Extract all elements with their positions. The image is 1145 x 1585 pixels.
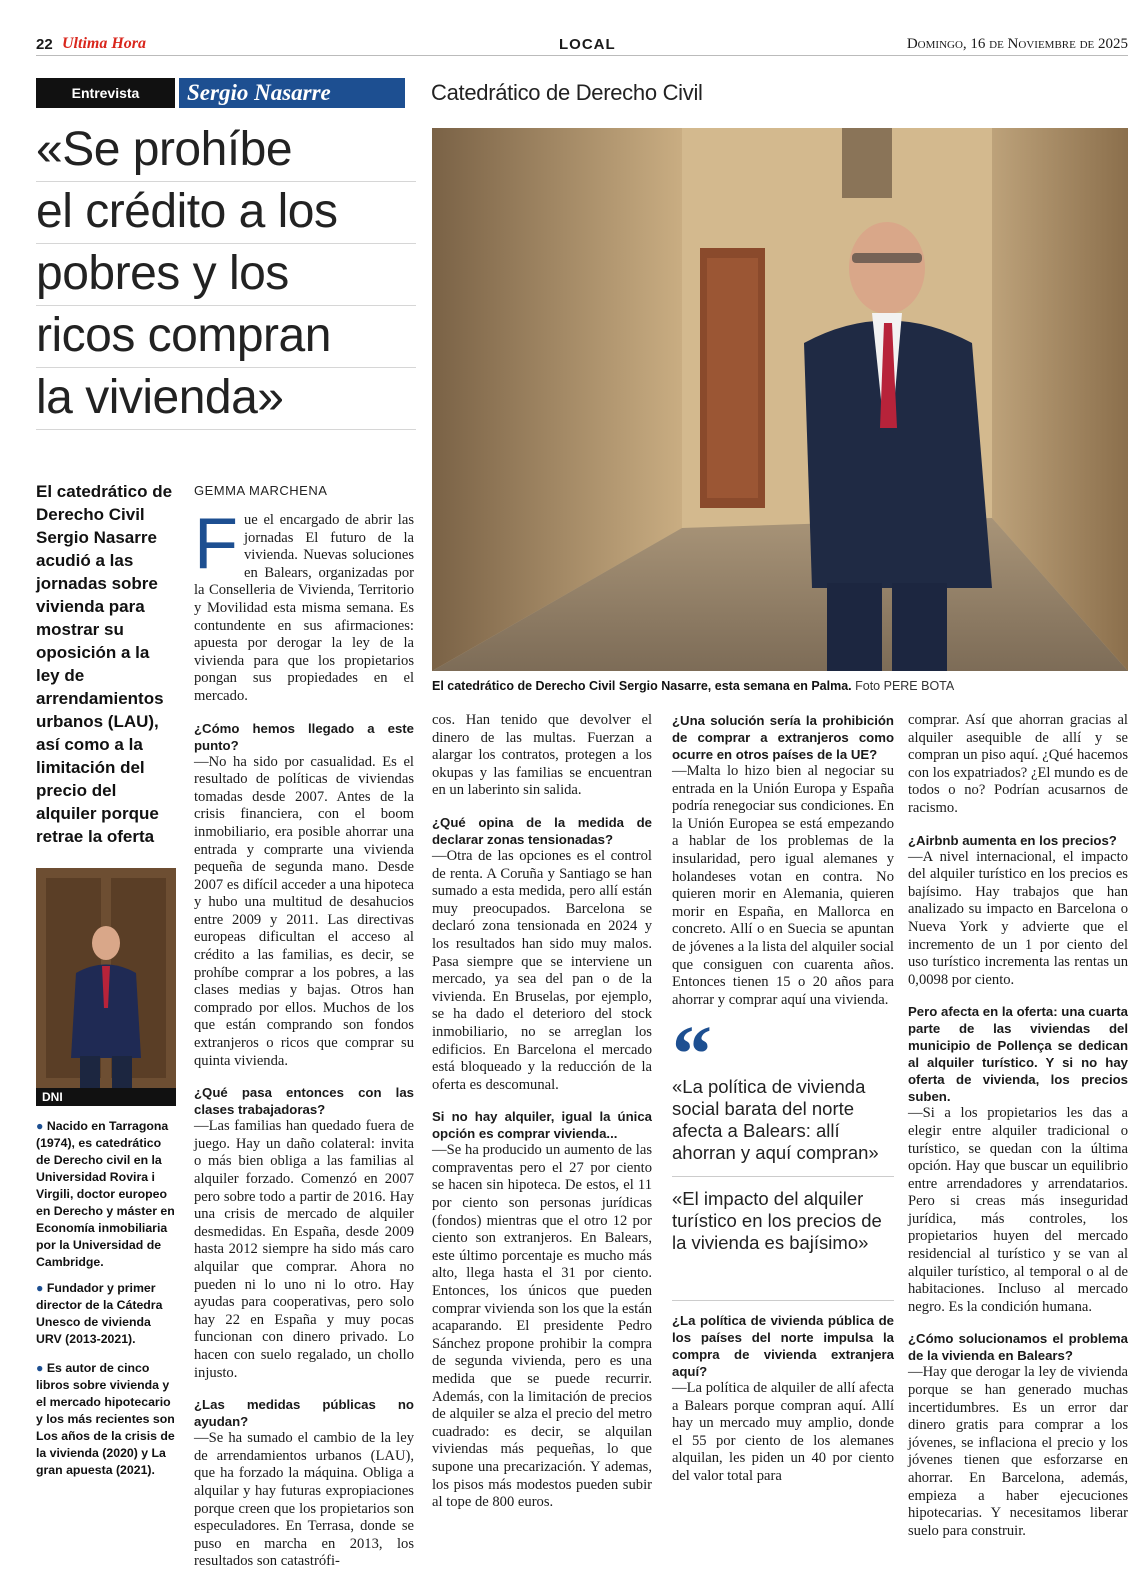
answer: —A nivel internacional, el impacto del alquiler turístico en los precios es bajísimo. Hay trabajos que han analizado su impacto en Barcelona o Nueva York y advierte que el incremento de un 1 por ciento del uso turístico incrementa las rentas un 0,0098 por ciento. [908, 848, 1128, 988]
lead-paragraph: El catedrático de Derecho Civil Sergio Nasarre acudió a las jornadas sobre vivienda para mostrar su oposición a la ley de arrendamientos urbanos (LAU), así como a la limitación del precio del alquiler porque retrae la oferta [36, 482, 173, 846]
dni-item: ● Fundador y primer director de la Cátedra Unesco de vivienda URV (2013-2021). [36, 1281, 163, 1346]
headline-line: la vivienda» [36, 368, 416, 430]
qa-block [908, 1330, 1128, 1540]
qa-block [672, 712, 894, 1009]
pull-quote: «La política de vivienda social barata del norte afecta a Balears: allí ahorran y aquí compran» [672, 1076, 879, 1163]
question: ¿Una solución sería la prohibición de comprar a extranjeros como ocurre en otros países de la UE? [672, 713, 894, 762]
answer: —Se ha producido un aumento de las compraventas pero el 27 por ciento se hacen sin hipoteca. De estos, el 11 por ciento son personas jurídicas (fondos) mientras que el otro 12 por ciento son extranjeros. En Balears, este último porcentaje es mucho más alto, llega hasta el 31 por ciento. Entonces, los únicos que pueden comprar vivienda son los que la están acaparando. El presidente Pedro Sánchez propone prohibir la compra de segunda vivienda, pero es una medida que se puede recurrir. Además, con la limitación de precios de alquiler se alza el precio del metro cuadrado: es decir, se alquilan viviendas más pequeñas, lo que supone una precarización. Y ademas, los pisos más modestos pueden subir al tope de 800 euros. [432, 1142, 652, 1511]
interviewee-name: Sergio Nasarre [179, 78, 405, 108]
answer: —No ha sido por casualidad. Es el resultado de políticas de viviendas tomadas desde 2007. Antes de la crisis financiera, con el boom inmobiliario, era posible ahorrar una entrada y comprarte una vivienda pequeña de segunda mano. Desde 2007 es difícil acceder a una hipoteca y hubo una multitud de desahucios entre 2009 y 2011. Las directivas europeas dificultan el acceso al crédito a las familias, es decir, se prohíbe comprar a los pobres, a las clases medias y bajas. Otros han comprado por ellos. Muchos de los que están comprando son fondos extranjeros o ricos que comprar su quinta vivienda. [194, 753, 414, 1069]
article-column-3-lower [672, 1312, 894, 1500]
answer-continued: comprar. Así que ahorran gracias al alquiler asequible de allí y se compran un piso aquí. ¿Qué hacemos con los expatriados? ¿El mundo es de todos o no? Podrían acusarnos de racismo. [908, 712, 1128, 816]
dni-photo [36, 868, 176, 1088]
quote-mark-icon: “ [672, 1011, 712, 1099]
article-column-2 [432, 712, 652, 1526]
drop-cap: F [194, 504, 238, 584]
headline-line: el crédito a los [36, 182, 416, 244]
page-number: 22 [36, 36, 53, 53]
article-column-1 [194, 504, 414, 1585]
qa-block [194, 720, 414, 1071]
answer: —Si a los propietarios les das a elegir entre alquiler tradicional o turístico, se quedan con la última opción. Hay que buscar un equilibrio entre arrendadores y arrendatarios. Pero si creas más inseguridad jurídica, más controles, los propietarios huyen del mercado residencial al turístico y se van al alquiler turístico, al temporal o al de habitaciones. Incluso al mercado negro. Es la condición humana. [908, 1105, 1128, 1315]
divider [672, 1176, 894, 1177]
photo-credit: Foto PERE BOTA [855, 679, 955, 693]
qa-block [432, 814, 652, 1094]
answer: —La política de alquiler de allí afecta a Balears porque compran aquí. Allí hay un mercado muy amplio, donde el 55 por ciento de los alemanes alquilan, les piden un 40 por ciento del valor total para [672, 1380, 894, 1484]
question: ¿Cómo hemos llegado a este punto? [194, 720, 414, 753]
answer: —Hay que derogar la ley de vivienda porque se han generado muchas incertidumbres. Es un error dar dinero gratis para comprar a los jóvenes, se inflaciona el precio y los jóvenes tienen que esforzarse en ahorrar. En Barcelona, además, empieza a haber ejecuciones hipotecarias. Y necesitamos liberar suelo para construir. [908, 1364, 1128, 1539]
section-name: LOCAL [559, 36, 616, 53]
article-column-3 [672, 712, 894, 1023]
dni-label: DNI [36, 1088, 176, 1106]
divider [672, 1300, 894, 1301]
answer: —Las familias han quedado fuera de juego. Hay un daño colateral: invita o más bien obliga a las familias al alquiler forzado. Comenzó en 2007 pero sobre todo a partir de 2016. Hay una crisis de mercado de alquiler desmedidas. En España, desde 2009 hasta 2012 siempre ha sido más caro alquilar que comprar. Ahora no pueden ni lo uno ni lo otro. Hay ayudas para cooperativas, pero solo hay 22 en España y muy pocas funcionan con dinero privado. Lo hacen con suelo regalado, un chollo injusto. [194, 1118, 414, 1381]
question: Pero afecta en la oferta: una cuarta parte de las viviendas del municipio de Pollença se dedican al alquiler turístico. Y si no hay oferta de vivienda, los precios suben. [908, 1004, 1128, 1105]
main-photo [432, 128, 1128, 671]
headline-line: ricos compran [36, 306, 416, 368]
question: ¿Cómo solucionamos el problema de la vivienda en Balears? [908, 1331, 1128, 1364]
pull-quote: «El impacto del alquiler turístico en los precios de la vivienda es bajísimo» [672, 1188, 882, 1253]
article-column-4 [908, 712, 1128, 1554]
byline: GEMMA MARCHENA [194, 483, 328, 498]
question: Si no hay alquiler, igual la única opción es comprar vivienda... [432, 1109, 652, 1142]
issue-date: Domingo, 16 de Noviembre de 2025 [906, 36, 1128, 52]
qa-block [432, 1108, 652, 1511]
article-type-tag: Entrevista [36, 78, 175, 108]
headline-line: «Se prohíbe [36, 120, 416, 182]
answer: —Otra de las opciones es el control de renta. A Coruña y Santiago se han sumado a esta medida, pero allí están muy preocupados. Barcelona se declaró zona tensionada en 2024 y los resultados han sido muy malos. Pasa siempre que se interviene un mercado, ya sea del pan o de la vivienda. En Bruselas, por ejemplo, se ha dado el deterioro del stock inmobiliario, no se arreglan los edificios. En Barcelona el mercado está bloqueado y la reducción de la oferta es descomunal. [432, 847, 652, 1093]
qa-block [194, 1396, 414, 1571]
question: ¿Las medidas públicas no ayudan? [194, 1397, 414, 1430]
photo-caption [432, 679, 1128, 693]
dni-item-text: Fundador y primer director de la Cátedra Unesco de vivienda URV (2013-2021). [36, 1281, 163, 1346]
page-header [36, 34, 1128, 56]
question: ¿Airbnb aumenta en los precios? [908, 832, 1117, 848]
headline-line: pobres y los [36, 244, 416, 306]
headline [36, 120, 416, 430]
dni-item-text: Es autor de cinco libros sobre vivienda y el mercado hipotecario y los más recientes son Los años de la crisis de la vivienda (2020) y La gran apuesta (2021). [36, 1361, 175, 1477]
interviewee-role: Catedrático de Derecho Civil [431, 80, 703, 105]
intro-paragraph: Fue el encargado de abrir las jornadas El futuro de la vivienda. Nuevas soluciones en Balears, organizadas por la Conselleria de Vivienda, Territorio y Movilidad esta misma semana. Es contundente en sus afirmaciones: apuesta por derogar la ley de la vivienda para que los propietarios pongan sus propiedades en el mercado. [194, 504, 414, 704]
newspaper-logo: Ultima Hora [62, 35, 147, 52]
qa-block [672, 1312, 894, 1486]
answer: —Se ha sumado el cambio de la ley de arrendamientos urbanos (LAU), que ha forzado la máquina. Obliga a alquilar y hay futuras expropiaciones porque creen que los propietarios son especuladores. En Terrasa, donde se puso en marcha en 2013, los resultados son catastrófi- [194, 1430, 414, 1570]
alley-portrait-illustration [432, 128, 1128, 671]
answer-continued: cos. Han tenido que devolver el dinero de las multas. Fuerzan a alargar los contratos, protegen a los okupas y las familias se encuentran en un laberinto sin salida. [432, 712, 652, 799]
dni-item-text: Nacido en Tarragona (1974), es catedrático de Derecho civil en la Universidad Rovira i Virgili, doctor europeo en Derecho y máster en Economía inmobiliaria por la Universidad de Cambridge. [36, 1119, 175, 1269]
portrait-illustration [36, 868, 176, 1088]
qa-block [908, 1003, 1128, 1316]
qa-block [908, 832, 1128, 990]
question: ¿Qué pasa entonces con las clases trabajadoras? [194, 1085, 414, 1118]
question: ¿Qué opina de la medida de declarar zonas tensionadas? [432, 814, 652, 847]
dni-item: ● Es autor de cinco libros sobre vivienda y el mercado hipotecario y los más recientes son Los años de la crisis de la vivienda (2020) y La gran apuesta (2021). [36, 1361, 175, 1477]
question: ¿La política de vivienda pública de los países del norte impulsa la compra de vivienda extranjera aquí? [672, 1313, 894, 1379]
article-tag-bar [36, 78, 716, 108]
caption-text: El catedrático de Derecho Civil Sergio Nasarre, esta semana en Palma. [432, 679, 852, 693]
qa-block [194, 1084, 414, 1382]
dni-item: ● Nacido en Tarragona (1974), es catedrático de Derecho civil en la Universidad Rovira i Virgili, doctor europeo en Derecho y máster en Economía inmobiliaria por la Universidad de Cambridge. [36, 1119, 175, 1269]
answer: —Malta lo hizo bien al negociar su entrada en la Unión Europa y España podría renegociar sus condiciones. En la Unión Europea se está empezando a hablar de los problemas de la insularidad, pero igual alemanes y holandeses votan en contra. No quieren morir en Alemania, quieren morir en España, en Mallorca en concreto. Allí o en Suecia se apuntan de jóvenes a la lista del alquiler social que consiguen con cuarenta años. Entonces tienen 15 o 20 años para ahorrar y comprar aquí una vivienda. [672, 763, 894, 1008]
